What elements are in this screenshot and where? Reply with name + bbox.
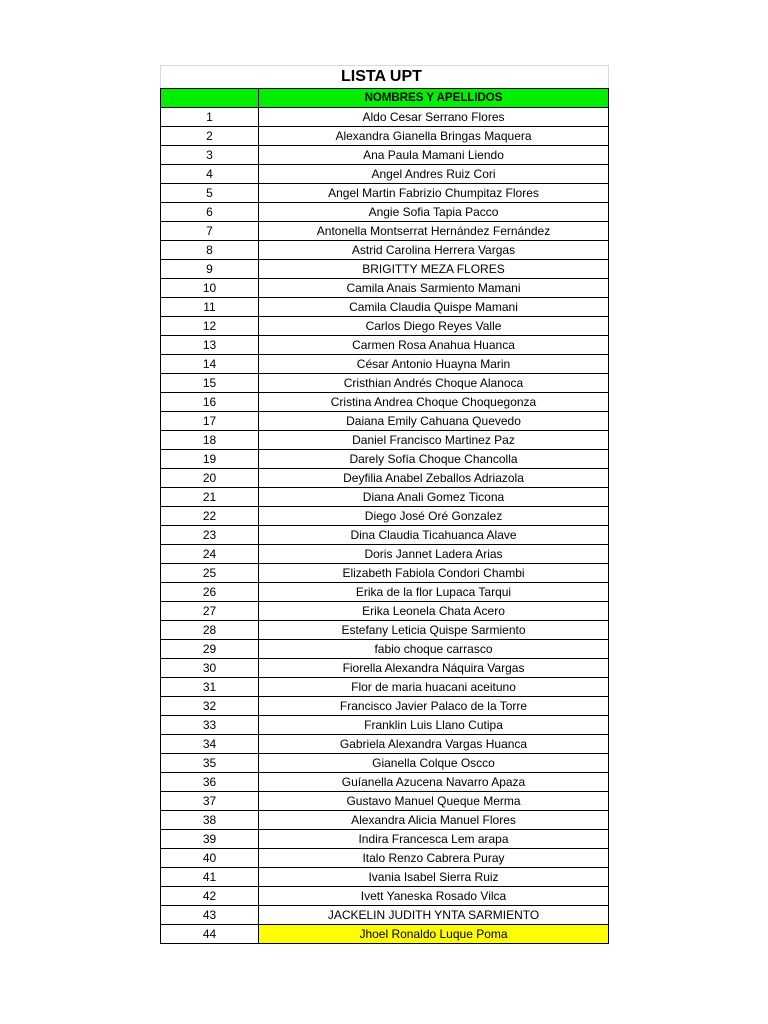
row-name-cell[interactable]: Jhoel Ronaldo Luque Poma xyxy=(259,925,609,944)
row-name-cell[interactable]: Ivett Yaneska Rosado Vilca xyxy=(259,887,609,906)
row-number-cell[interactable]: 37 xyxy=(161,792,259,811)
row-name-cell[interactable]: Fiorella Alexandra Náquira Vargas xyxy=(259,659,609,678)
row-name-cell[interactable]: César Antonio Huayna Marin xyxy=(259,355,609,374)
table-row xyxy=(161,583,609,602)
table-row xyxy=(161,640,609,659)
row-name-cell[interactable]: Cristhian Andrés Choque Alanoca xyxy=(259,374,609,393)
row-number-cell[interactable]: 43 xyxy=(161,906,259,925)
row-number-cell[interactable]: 24 xyxy=(161,545,259,564)
row-name-cell[interactable]: Guíanella Azucena Navarro Apaza xyxy=(259,773,609,792)
row-number-cell[interactable]: 28 xyxy=(161,621,259,640)
row-number-cell[interactable]: 5 xyxy=(161,184,259,203)
table-row xyxy=(161,336,609,355)
title-row xyxy=(160,65,609,88)
table-row xyxy=(161,906,609,925)
row-name-cell[interactable]: Gabriela Alexandra Vargas Huanca xyxy=(259,735,609,754)
row-number-cell[interactable]: 11 xyxy=(161,298,259,317)
row-number-cell[interactable]: 26 xyxy=(161,583,259,602)
row-name-cell[interactable]: Carlos Diego Reyes Valle xyxy=(259,317,609,336)
row-number-cell[interactable]: 33 xyxy=(161,716,259,735)
table-row xyxy=(161,469,609,488)
table-row xyxy=(161,792,609,811)
row-number-cell[interactable]: 6 xyxy=(161,203,259,222)
row-number-cell[interactable]: 30 xyxy=(161,659,259,678)
row-name-cell[interactable]: Daiana Emily Cahuana Quevedo xyxy=(259,412,609,431)
row-name-cell[interactable]: Carmen Rosa Anahua Huanca xyxy=(259,336,609,355)
table-row xyxy=(161,431,609,450)
row-name-cell[interactable]: Elizabeth Fabiola Condori Chambi xyxy=(259,564,609,583)
row-name-cell[interactable]: Daniel Francisco Martinez Paz xyxy=(259,431,609,450)
spreadsheet xyxy=(160,65,609,944)
row-name-cell[interactable]: Angie Sofia Tapia Pacco xyxy=(259,203,609,222)
table-row xyxy=(161,526,609,545)
row-number-cell[interactable]: 19 xyxy=(161,450,259,469)
row-number-cell[interactable]: 3 xyxy=(161,146,259,165)
row-name-cell[interactable]: JACKELIN JUDITH YNTA SARMIENTO xyxy=(259,906,609,925)
table-row xyxy=(161,621,609,640)
row-number-cell[interactable]: 21 xyxy=(161,488,259,507)
row-name-cell[interactable]: Darely Sofía Choque Chancolla xyxy=(259,450,609,469)
row-name-cell[interactable]: Erika de la flor Lupaca Tarqui xyxy=(259,583,609,602)
table-row xyxy=(161,203,609,222)
row-name-cell[interactable]: Italo Renzo Cabrera Puray xyxy=(259,849,609,868)
row-number-cell[interactable]: 14 xyxy=(161,355,259,374)
row-number-cell[interactable]: 17 xyxy=(161,412,259,431)
table-row xyxy=(161,298,609,317)
row-number-cell[interactable]: 18 xyxy=(161,431,259,450)
row-name-cell[interactable]: Franklin Luis Llano Cutipa xyxy=(259,716,609,735)
table-row xyxy=(161,602,609,621)
header-number-cell[interactable] xyxy=(161,89,259,108)
table-header-row xyxy=(161,89,609,108)
table-row xyxy=(161,222,609,241)
table-row xyxy=(161,184,609,203)
row-number-cell[interactable]: 12 xyxy=(161,317,259,336)
row-name-cell[interactable]: Dina Claudia Ticahuanca Alave xyxy=(259,526,609,545)
row-name-cell[interactable]: Diego José Oré Gonzalez xyxy=(259,507,609,526)
table-row xyxy=(161,146,609,165)
header-names-cell[interactable]: NOMBRES Y APELLIDOS xyxy=(259,89,609,108)
row-name-cell[interactable]: Flor de maria huacani aceituno xyxy=(259,678,609,697)
row-name-cell[interactable]: Astrid Carolina Herrera Vargas xyxy=(259,241,609,260)
table-row xyxy=(161,241,609,260)
row-number-cell[interactable]: 40 xyxy=(161,849,259,868)
table-row xyxy=(161,925,609,944)
row-number-cell[interactable]: 23 xyxy=(161,526,259,545)
row-name-cell[interactable]: Aldo Cesar Serrano Flores xyxy=(259,108,609,127)
row-number-cell[interactable]: 35 xyxy=(161,754,259,773)
row-name-cell[interactable]: Camila Claudia Quispe Mamani xyxy=(259,298,609,317)
row-number-cell[interactable]: 9 xyxy=(161,260,259,279)
row-number-cell[interactable]: 29 xyxy=(161,640,259,659)
row-name-cell[interactable]: Gianella Colque Oscco xyxy=(259,754,609,773)
row-number-cell[interactable]: 15 xyxy=(161,374,259,393)
row-name-cell[interactable]: Alexandra Alicia Manuel Flores xyxy=(259,811,609,830)
row-name-cell[interactable]: fabio choque carrasco xyxy=(259,640,609,659)
table-row xyxy=(161,393,609,412)
row-name-cell[interactable]: Ivania Isabel Sierra Ruiz xyxy=(259,868,609,887)
table-row xyxy=(161,545,609,564)
row-number-cell[interactable]: 2 xyxy=(161,127,259,146)
table-row xyxy=(161,773,609,792)
row-name-cell[interactable]: Angel Martin Fabrizio Chumpitaz Flores xyxy=(259,184,609,203)
row-number-cell[interactable]: 22 xyxy=(161,507,259,526)
row-name-cell[interactable]: Antonella Montserrat Hernández Fernández xyxy=(259,222,609,241)
row-number-cell[interactable]: 39 xyxy=(161,830,259,849)
table-row xyxy=(161,127,609,146)
table-row xyxy=(161,355,609,374)
row-number-cell[interactable]: 4 xyxy=(161,165,259,184)
row-name-cell[interactable]: Francisco Javier Palaco de la Torre xyxy=(259,697,609,716)
row-number-cell[interactable]: 44 xyxy=(161,925,259,944)
row-number-cell[interactable]: 32 xyxy=(161,697,259,716)
row-number-cell[interactable]: 20 xyxy=(161,469,259,488)
row-name-cell[interactable]: Deyfilia Anabel Zeballos Adriazola xyxy=(259,469,609,488)
table-row xyxy=(161,811,609,830)
table-row xyxy=(161,659,609,678)
table-row xyxy=(161,678,609,697)
row-number-cell[interactable]: 1 xyxy=(161,108,259,127)
row-name-cell[interactable]: Doris Jannet Ladera Arias xyxy=(259,545,609,564)
row-number-cell[interactable]: 42 xyxy=(161,887,259,906)
row-name-cell[interactable]: Cristina Andrea Choque Choquegonza xyxy=(259,393,609,412)
row-name-cell[interactable]: BRIGITTY MEZA FLORES xyxy=(259,260,609,279)
row-name-cell[interactable]: Camila Anais Sarmiento Mamani xyxy=(259,279,609,298)
table-row xyxy=(161,488,609,507)
row-number-cell[interactable]: 36 xyxy=(161,773,259,792)
row-name-cell[interactable]: Diana Anali Gomez Ticona xyxy=(259,488,609,507)
table-row xyxy=(161,849,609,868)
row-number-cell[interactable]: 8 xyxy=(161,241,259,260)
table-row xyxy=(161,317,609,336)
table-row xyxy=(161,564,609,583)
row-name-cell[interactable]: Gustavo Manuel Queque Merma xyxy=(259,792,609,811)
sheet-title: LISTA UPT xyxy=(341,68,422,85)
row-name-cell[interactable]: Indira Francesca Lem arapa xyxy=(259,830,609,849)
table-row xyxy=(161,697,609,716)
table-row xyxy=(161,868,609,887)
row-number-cell[interactable]: 41 xyxy=(161,868,259,887)
row-number-cell[interactable]: 38 xyxy=(161,811,259,830)
table-row xyxy=(161,450,609,469)
row-number-cell[interactable]: 13 xyxy=(161,336,259,355)
row-number-cell[interactable]: 34 xyxy=(161,735,259,754)
table-row xyxy=(161,412,609,431)
row-number-cell[interactable]: 7 xyxy=(161,222,259,241)
table-row xyxy=(161,507,609,526)
row-name-cell[interactable]: Estefany Leticia Quispe Sarmiento xyxy=(259,621,609,640)
row-number-cell[interactable]: 25 xyxy=(161,564,259,583)
table-row xyxy=(161,108,609,127)
table-row xyxy=(161,716,609,735)
table-row xyxy=(161,279,609,298)
row-number-cell[interactable]: 10 xyxy=(161,279,259,298)
student-table xyxy=(160,88,609,944)
table-row xyxy=(161,260,609,279)
table-row xyxy=(161,374,609,393)
row-name-cell[interactable]: Alexandra Gianella Bringas Maquera xyxy=(259,127,609,146)
row-number-cell[interactable]: 16 xyxy=(161,393,259,412)
table-row xyxy=(161,754,609,773)
table-row xyxy=(161,887,609,906)
row-name-cell[interactable]: Ana Paula Mamani Liendo xyxy=(259,146,609,165)
table-row xyxy=(161,735,609,754)
row-number-cell[interactable]: 31 xyxy=(161,678,259,697)
table-row xyxy=(161,830,609,849)
row-name-cell[interactable]: Erika Leonela Chata Acero xyxy=(259,602,609,621)
row-name-cell[interactable]: Angel Andres Ruiz Cori xyxy=(259,165,609,184)
row-number-cell[interactable]: 27 xyxy=(161,602,259,621)
table-row xyxy=(161,165,609,184)
